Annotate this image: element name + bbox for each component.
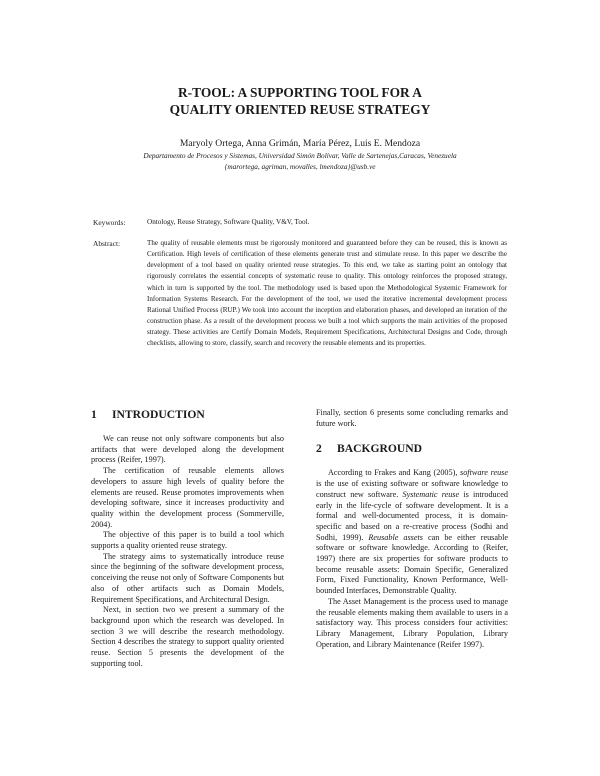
authors: Maryoly Ortega, Anna Grimán, María Pérez, Luis E. Mendoza [179,138,421,149]
left-column [91,402,284,669]
intro-paragraph-1: We can reuse not only software components but also artifacts that were developed along the development process (Reifer, 1997). [91,434,284,465]
abstract: The quality of reusable elements must be rigorously monitored and guaranteed before they can be reused, this is known as Certification. High levels of certification of these elements generate trust and stimulate reuse. In this paper we describe the development of a tool based on quality oriented reuse strategies. To this end, we take as starting point an ontology that rigorously correlates the essential concepts of systematic reuse to quality. This ontology reinforces the proposed strategy, which in turn is supported by the tool. The methodology used is based upon the Methodological Systemic Framework for Information Systems Research. For the development of the tool, we used the iterative incremental development process Rational Unified Process (RUP.) We took into account the inception and elaboration phases, and developed an iteration of the construction phase. As a result of the development process we built a tool which supports the main activities of the proposed strategy. These activities are Certify Domain Models, Requirement Specifications, Architectural Designs and Code, through checklists, allowing to store, classify, search and recovery the reusable elements and its properties. [147,239,507,348]
intro-paragraph-3: The objective of this paper is to build a tool which supports a quality oriented reuse strategy. [91,530,284,551]
section-2-number: 2 [316,442,322,456]
section-1-heading [91,408,284,422]
intro-paragraph-6: Finally, section 6 presents some concluding remarks and future work. [316,408,508,428]
intro-paragraph-4: The strategy aims to systematically introduce reuse since the beginning of the software development process, conceiving the reuse not only of Software Components but also of other artifacts such as Domain Models, Requirement Specifications, and Architectural Design. [91,551,284,604]
paper-title [60,84,540,118]
intro-paragraph-5: Next, in section two we present a summary of the background upon which the research was developed. In section 3 we will describe the research methodology. Section 4 describes the strategy to support quality oriented reuse. Section 5 presents the development of the supporting tool. [91,605,284,668]
bg-term-reusable-assets: Reusable assets [368,532,423,542]
section-1-title: INTRODUCTION [112,408,205,421]
keywords: Ontology, Reuse Strategy, Software Quality, V&V, Tool. [147,218,310,226]
section-2-heading [316,442,508,456]
keywords-label: Keywords: [93,218,126,227]
section-1-number: 1 [91,408,97,421]
intro-paragraph-2: The certification of reusable elements allows developers to assure high levels of quality before the elements are reused. Reuse promotes improvements when developing software, since it increases productivity and quality within the development process (Sommerville, 2004). [91,466,284,529]
affiliation-block [30,151,570,172]
bg-p1-part-b: is the use of existing software or software knowledge to construct new software. [316,479,508,499]
title-line-2: QUALITY ORIENTED REUSE STRATEGY [169,102,431,117]
bg-term-software-reuse: software reuse [460,468,508,478]
background-paragraph-2: The Asset Management is the process used to manage the reusable elements making them available to users in a satisfactory way. This process considers four activities: Library Management, Library Population, Library Operation, and Library Maintenance (Reifer 1997). [316,596,508,649]
affiliation: Departamento de Procesos y Sistemas, Universidad Simón Bolívar, Valle de Sartenejas,Caracas, Venezuela [143,151,457,160]
title-line-1: R-TOOL: A SUPPORTING TOOL FOR A [178,85,422,100]
bg-p1-part-c: is introduced early in the life-cycle of software development. It is a formal and well-documented process, it is domain-specific and based on a re-creative process (Sodhi and Sodhi, 1999). [316,489,508,542]
bg-term-systematic-reuse: Systematic reuse [402,489,460,499]
emails: {marortega, agriman, movalles, lmendoza}@usb.ve [224,161,376,171]
bg-p1-part-a: According to Frakes and Kang (2005), [328,468,458,478]
section-2-title: BACKGROUND [337,442,423,456]
bg-p1-part-d: can be either reusable software or software knowledge. According to (Reifer, 1997) there are six properties for software products to become reusable assets: Domain Specific, Generalized Form, Fixed Functionality, Known Performance, Well-bounded Interfaces, Demonstrable Quality. [316,532,508,596]
background-paragraph-1 [316,468,508,596]
abstract-label: Abstract: [93,239,121,248]
right-column [316,408,508,650]
